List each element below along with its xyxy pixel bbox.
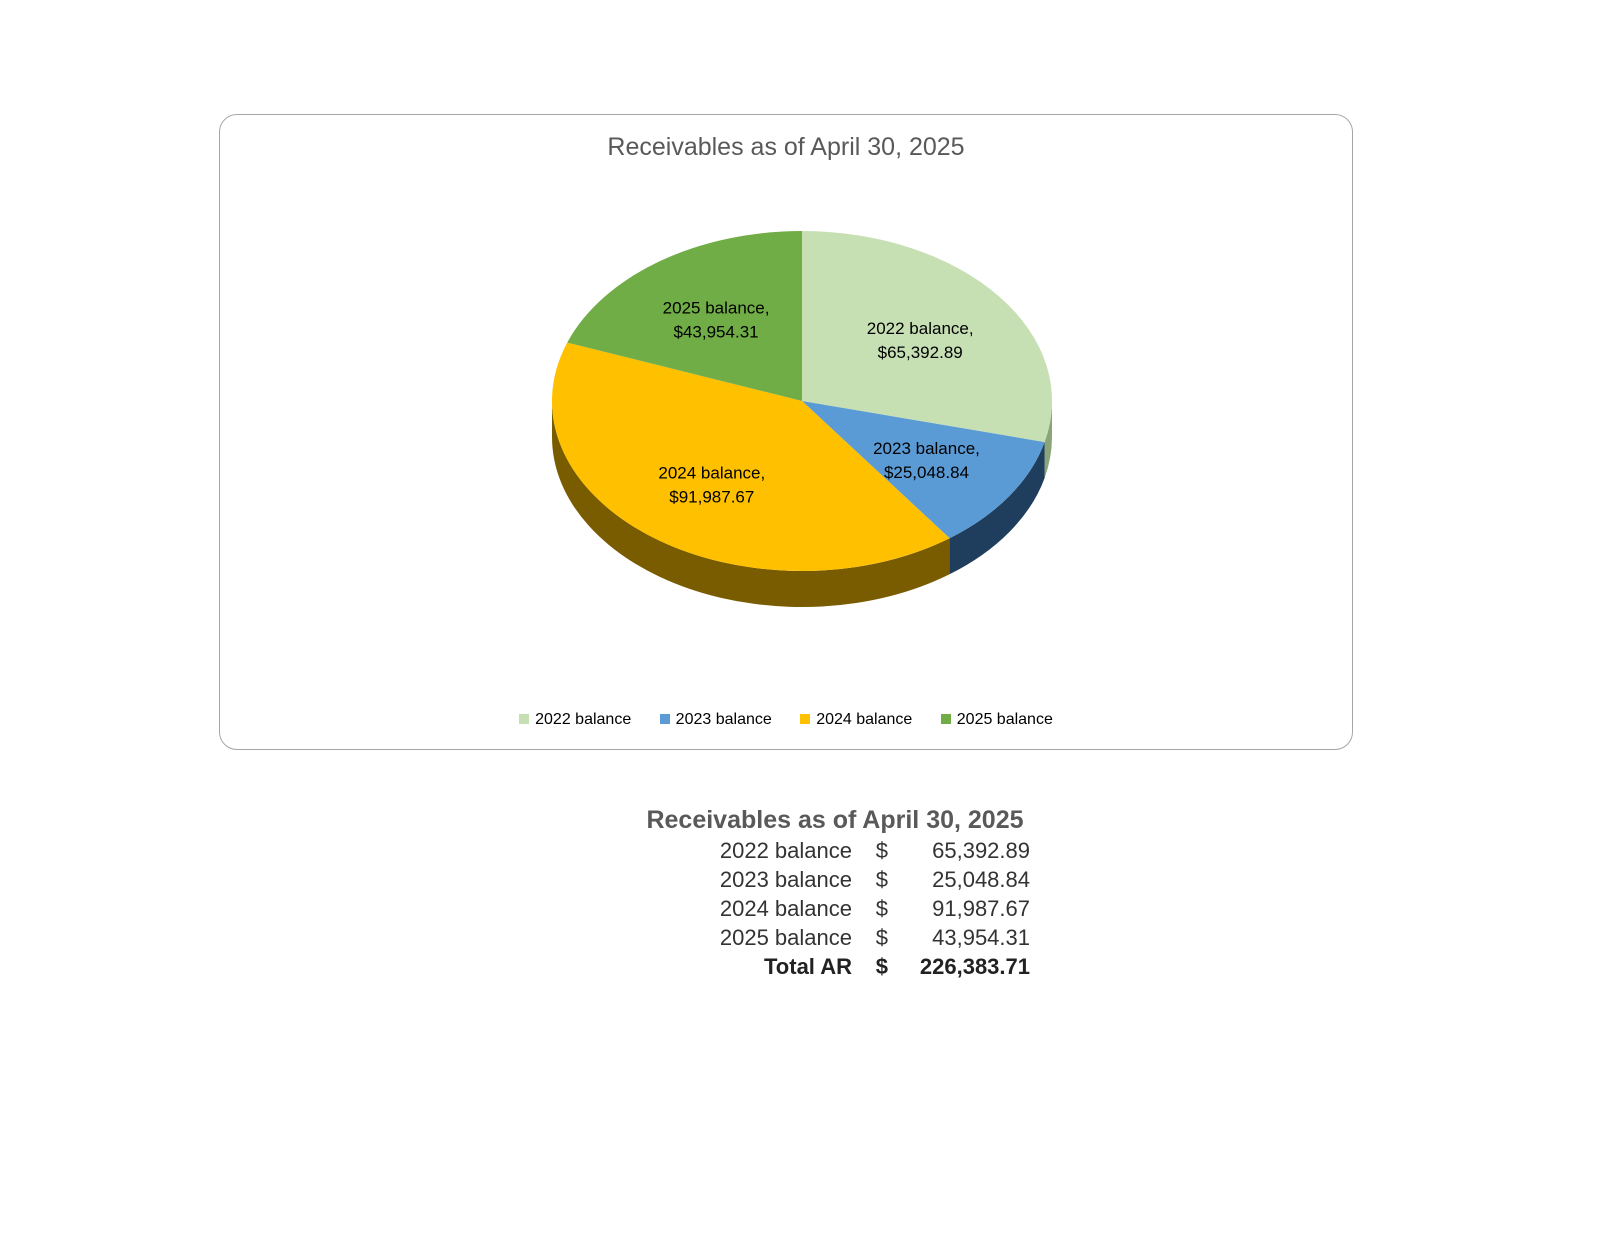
legend-label-2022: 2022 balance (535, 711, 632, 728)
legend-item-2024 (800, 711, 912, 729)
data-label-2025: 2025 balance, $43,954.31 (662, 298, 770, 342)
legend-item-2025 (941, 711, 1053, 729)
table-row (640, 923, 1030, 952)
data-label-2023: 2023 balance, $25,048.84 (873, 438, 980, 482)
total-currency: $ (875, 954, 888, 979)
total-amount: 226,383.71 (919, 954, 1030, 979)
row-label: 2024 balance (719, 896, 852, 921)
row-amount: 91,987.67 (932, 896, 1030, 921)
chart-title: Receivables as of April 30, 2025 (607, 133, 965, 161)
data-label-2024: 2024 balance, $91,987.67 (658, 463, 766, 507)
table-row (640, 865, 1030, 894)
row-label: 2022 balance (719, 838, 852, 863)
row-amount: 65,392.89 (932, 838, 1030, 863)
legend-item-2022 (519, 711, 631, 729)
legend-label-2023: 2023 balance (675, 711, 772, 728)
table-row (640, 836, 1030, 865)
table-row (640, 894, 1030, 923)
pie-slices (552, 231, 1052, 571)
row-currency: $ (875, 896, 888, 921)
total-label: Total AR (764, 954, 852, 979)
legend-swatch-2024 (800, 714, 810, 724)
row-amount: 25,048.84 (932, 867, 1030, 892)
pie-chart (220, 115, 1354, 751)
legend-label-2025: 2025 balance (956, 711, 1053, 728)
row-label: 2025 balance (719, 925, 852, 950)
row-currency: $ (875, 925, 888, 950)
data-label-2022: 2022 balance, $65,392.89 (866, 319, 974, 363)
chart-container (219, 114, 1353, 750)
row-label: 2023 balance (719, 867, 852, 892)
legend-item-2023 (660, 711, 772, 729)
table-title: Receivables as of April 30, 2025 (646, 806, 1024, 834)
row-currency: $ (875, 867, 888, 892)
legend-swatch-2022 (519, 714, 529, 724)
receivables-table (640, 804, 1030, 981)
legend-label-2024: 2024 balance (816, 711, 913, 728)
row-currency: $ (875, 838, 888, 863)
legend-swatch-2025 (941, 714, 951, 724)
row-amount: 43,954.31 (932, 925, 1030, 950)
total-row (640, 952, 1030, 981)
chart-legend (220, 711, 1352, 729)
legend-swatch-2023 (660, 714, 670, 724)
